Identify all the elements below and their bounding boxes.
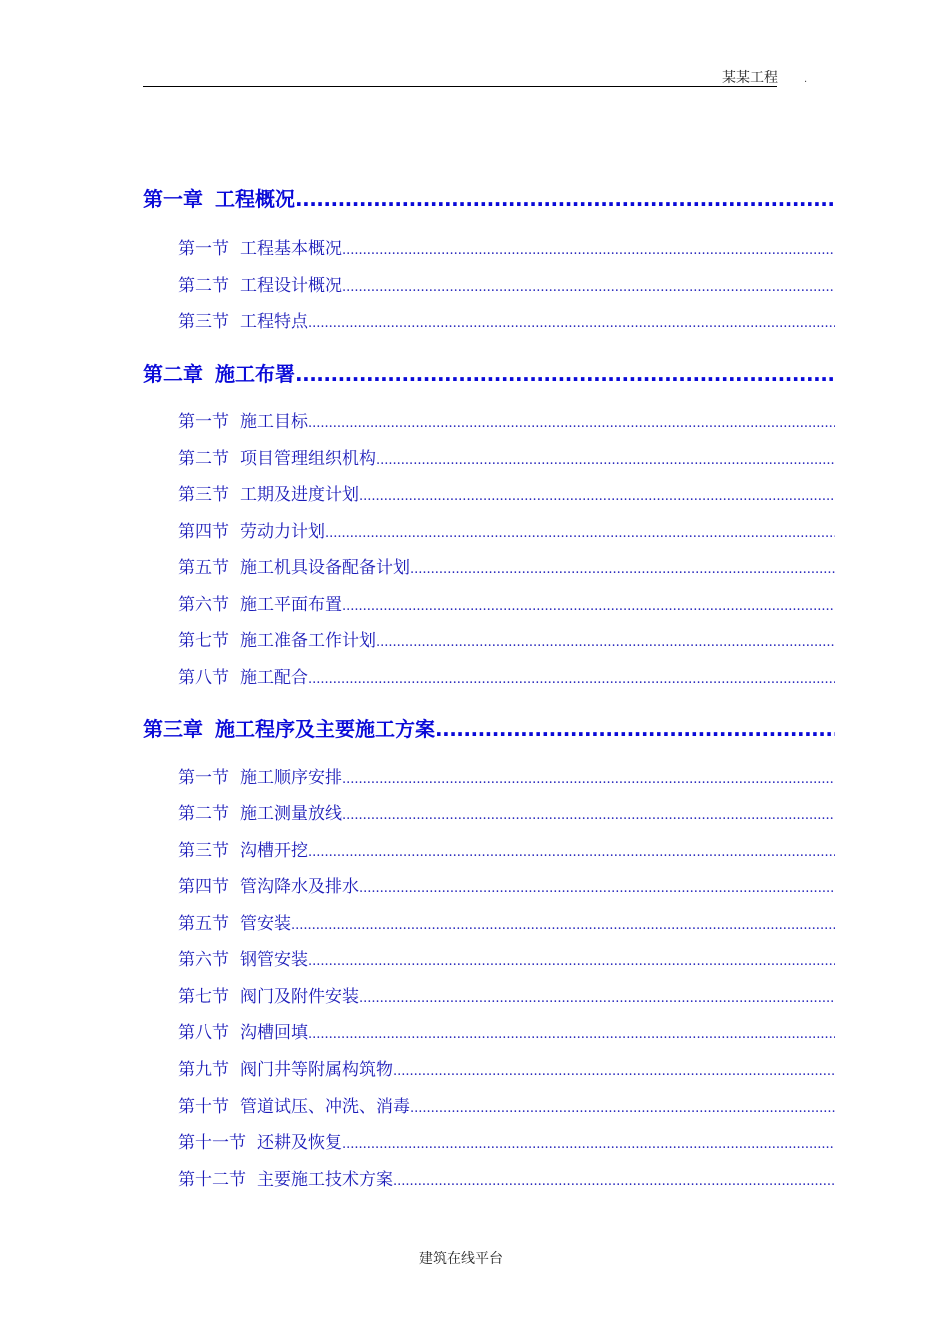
toc-entry-number: 第一节 xyxy=(178,768,229,788)
toc-entry-number: 第八节 xyxy=(178,668,229,688)
toc-entry-number: 第二节 xyxy=(178,276,229,296)
toc-section-entry[interactable] xyxy=(178,307,835,332)
toc-section-entry[interactable] xyxy=(178,1055,835,1080)
toc-section-entry[interactable] xyxy=(178,799,835,824)
toc-dot-leader xyxy=(410,1097,835,1117)
toc-entry-title: 施工目标 xyxy=(240,412,308,432)
toc-entry-title: 钢管安装 xyxy=(240,950,308,970)
toc-section-entry[interactable] xyxy=(178,626,835,651)
toc-entry-number: 第九节 xyxy=(178,1060,229,1080)
toc-entry-title: 管沟降水及排水 xyxy=(240,877,359,897)
toc-dot-leader xyxy=(342,768,835,788)
toc-dot-leader xyxy=(325,522,835,542)
toc-entry-title: 施工准备工作计划 xyxy=(240,631,376,651)
toc-entry-title: 阀门及附件安装 xyxy=(240,987,359,1007)
toc-entry-title: 施工测量放线 xyxy=(240,804,342,824)
toc-entry-title: 主要施工技术方案 xyxy=(257,1170,393,1190)
toc-dot-leader xyxy=(435,717,835,741)
toc-section-entry[interactable] xyxy=(178,480,835,505)
toc-entry-number: 第七节 xyxy=(178,987,229,1007)
toc-entry-title: 还耕及恢复 xyxy=(257,1133,342,1153)
toc-dot-leader xyxy=(308,668,835,688)
toc-entry-title: 劳动力计划 xyxy=(240,522,325,542)
toc-section-entry[interactable] xyxy=(178,590,835,615)
toc-chapter-entry[interactable] xyxy=(143,358,835,387)
toc-section-entry[interactable] xyxy=(178,945,835,970)
toc-dot-leader xyxy=(410,558,835,578)
toc-entry-title: 阀门井等附属构筑物 xyxy=(240,1060,393,1080)
toc-entry-title: 施工程序及主要施工方案 xyxy=(215,717,435,741)
toc-section-entry[interactable] xyxy=(178,909,835,934)
toc-dot-leader xyxy=(376,449,835,469)
toc-dot-leader xyxy=(308,841,835,861)
toc-section-entry[interactable] xyxy=(178,872,835,897)
toc-entry-number: 第十一节 xyxy=(178,1133,246,1153)
toc-entry-number: 第三节 xyxy=(178,312,229,332)
toc-entry-number: 第一节 xyxy=(178,239,229,259)
toc-entry-title: 施工布署 xyxy=(215,362,295,386)
toc-entry-title: 工期及进度计划 xyxy=(240,485,359,505)
toc-entry-number: 第二章 xyxy=(143,362,203,386)
toc-section-entry[interactable] xyxy=(178,234,835,259)
toc-section-entry[interactable] xyxy=(178,763,835,788)
toc-dot-leader xyxy=(376,631,835,651)
toc-entry-title: 管道试压、冲洗、消毒 xyxy=(240,1097,410,1117)
toc-dot-leader xyxy=(393,1060,835,1080)
toc-entry-number: 第八节 xyxy=(178,1023,229,1043)
toc-section-entry[interactable] xyxy=(178,1165,835,1190)
toc-dot-leader xyxy=(295,187,835,211)
toc-entry-number: 第四节 xyxy=(178,877,229,897)
toc-dot-leader xyxy=(359,877,835,897)
toc-entry-number: 第三节 xyxy=(178,485,229,505)
toc-entry-title: 施工机具设备配备计划 xyxy=(240,558,410,578)
toc-section-entry[interactable] xyxy=(178,663,835,688)
toc-dot-leader xyxy=(342,804,835,824)
toc-section-entry[interactable] xyxy=(178,271,835,296)
toc-entry-title: 管安装 xyxy=(240,914,291,934)
toc-dot-leader xyxy=(359,485,835,505)
toc-entry-title: 工程特点 xyxy=(240,312,308,332)
toc-section-entry[interactable] xyxy=(178,444,835,469)
toc-entry-title: 工程设计概况 xyxy=(240,276,342,296)
toc-section-entry[interactable] xyxy=(178,982,835,1007)
toc-dot-leader xyxy=(308,412,835,432)
toc-entry-number: 第一节 xyxy=(178,412,229,432)
toc-section-entry[interactable] xyxy=(178,407,835,432)
toc-entry-number: 第一章 xyxy=(143,187,203,211)
toc-entry-title: 沟槽开挖 xyxy=(240,841,308,861)
header-rule xyxy=(143,86,777,87)
toc-dot-leader xyxy=(295,362,835,386)
page-footer-text: 建筑在线平台 xyxy=(419,1251,503,1267)
toc-entry-number: 第五节 xyxy=(178,914,229,934)
toc-chapter-entry[interactable] xyxy=(143,713,835,742)
toc-section-entry[interactable] xyxy=(178,836,835,861)
toc-entry-title: 施工配合 xyxy=(240,668,308,688)
toc-dot-leader xyxy=(308,950,835,970)
toc-entry-number: 第三章 xyxy=(143,717,203,741)
toc-entry-number: 第五节 xyxy=(178,558,229,578)
toc-dot-leader xyxy=(342,239,835,259)
page-header-mark: . xyxy=(804,74,808,85)
toc-entry-number: 第十节 xyxy=(178,1097,229,1117)
toc-entry-title: 施工顺序安排 xyxy=(240,768,342,788)
toc-entry-title: 工程概况 xyxy=(215,187,295,211)
toc-entry-number: 第二节 xyxy=(178,449,229,469)
toc-entry-title: 沟槽回填 xyxy=(240,1023,308,1043)
toc-dot-leader xyxy=(308,312,835,332)
toc-section-entry[interactable] xyxy=(178,553,835,578)
toc-dot-leader xyxy=(359,987,835,1007)
toc-section-entry[interactable] xyxy=(178,1128,835,1153)
toc-entry-number: 第六节 xyxy=(178,595,229,615)
toc-dot-leader xyxy=(393,1170,835,1190)
toc-entry-number: 第六节 xyxy=(178,950,229,970)
toc-entry-title: 项目管理组织机构 xyxy=(240,449,376,469)
toc-entry-number: 第二节 xyxy=(178,804,229,824)
toc-entry-number: 第十二节 xyxy=(178,1170,246,1190)
toc-section-entry[interactable] xyxy=(178,1018,835,1043)
toc-entry-title: 工程基本概况 xyxy=(240,239,342,259)
toc-dot-leader xyxy=(342,276,835,296)
toc-dot-leader xyxy=(342,595,835,615)
toc-section-entry[interactable] xyxy=(178,1092,835,1117)
toc-dot-leader xyxy=(308,1023,835,1043)
toc-dot-leader xyxy=(291,914,835,934)
toc-entry-number: 第七节 xyxy=(178,631,229,651)
toc-entry-number: 第三节 xyxy=(178,841,229,861)
page-header-title: 某某工程 xyxy=(722,70,778,86)
toc-entry-number: 第四节 xyxy=(178,522,229,542)
toc-chapter-entry[interactable] xyxy=(143,183,835,212)
toc-dot-leader xyxy=(342,1133,835,1153)
toc-section-entry[interactable] xyxy=(178,517,835,542)
toc-entry-title: 施工平面布置 xyxy=(240,595,342,615)
